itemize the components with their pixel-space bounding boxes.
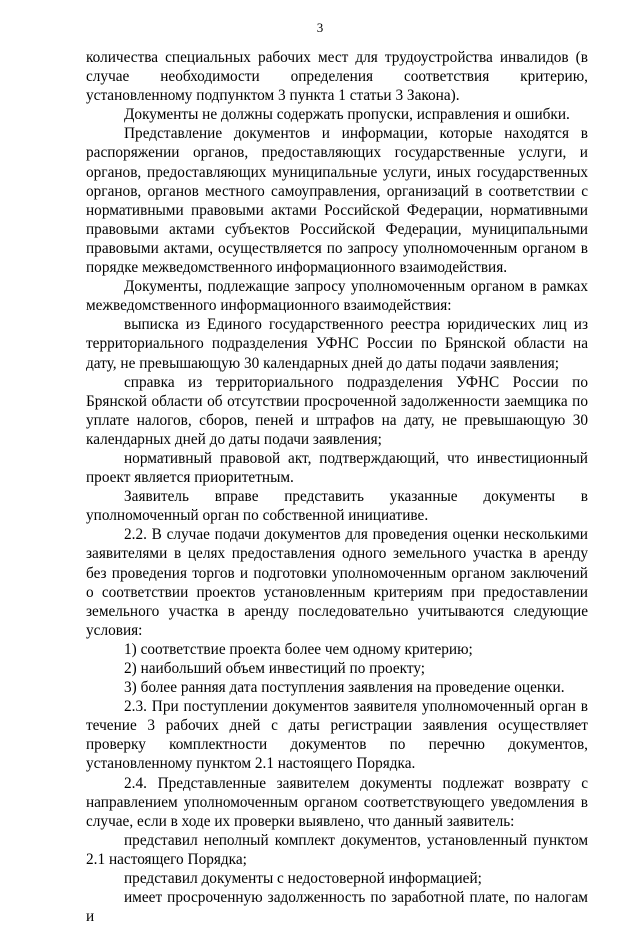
list-item: 2) наибольший объем инвестиций по проекту;: [124, 660, 426, 677]
paragraph: Представление документов и информации, которые находятся в распоряжении органов, предоставляющих государственные услуги, и органов, предоставляющих муниципальные услуги, иных государственных органов, органов местного самоуправления, организаций в соответствии с нормативными правовыми актами Российской Федерации, нормативными правовыми актами субъектов Российской Федерации, муниципальными правовыми актами, осуществляется по запросу уполномоченным органом в порядке межведомственного информационного взаимодействия.: [86, 125, 588, 277]
list-item: имеет просроченную задолженность по заработной плате, по налогам и: [86, 889, 588, 926]
list-item: справка из территориального подразделения УФНС России по Брянской области об отсутствии просроченной задолженности заемщика по уплате налогов, сборов, пеней и штрафов на дату, не превышающую 30 календарных дней до даты подачи заявления;: [86, 373, 588, 448]
paragraph: Документы, подлежащие запросу уполномоченным органом в рамках межведомственного информационного взаимодействия:: [86, 278, 588, 315]
paragraph: Заявитель вправе представить указанные документы в уполномоченный орган по собственной инициативе.: [86, 488, 588, 525]
list-item: представил неполный комплект документов, установленный пунктом 2.1 настоящего Порядка;: [86, 831, 588, 868]
list-item: 1) соответствие проекта более чем одному критерию;: [124, 640, 473, 658]
paragraph: Документы не должны содержать пропуски, исправления и ошибки.: [124, 106, 570, 124]
section-2-3: 2.3. При поступлении документов заявителя уполномоченный орган в течение 3 рабочих дней с даты регистрации заявления осуществляет проверку комплектности документов по перечню документов, установленному пунктом 2.1 настоящего Порядка.: [86, 698, 588, 773]
list-item: представил документы с недостоверной информацией;: [124, 870, 482, 888]
document-body: [86, 48, 588, 926]
list-item: выписка из Единого государственного реестра юридических лиц из территориального подразделения УФНС России по Брянской области на дату, не превышающую 30 календарных дней до даты подачи заявления;: [86, 316, 588, 372]
page-number: 3: [316, 20, 324, 35]
section-2-2: 2.2. В случае подачи документов для проведения оценки несколькими заявителями в целях предоставления одного земельного участка в аренду без проведения торгов и подготовки уполномоченным органом заключений о соответствии проектов установленным критериям при предоставлении земельного участка в аренду последовательно учитываются следующие условия:: [86, 526, 588, 639]
list-item: 3) более ранняя дата поступления заявления на проведение оценки.: [124, 679, 565, 697]
paragraph: количества специальных рабочих мест для трудоустройства инвалидов (в случае необходимости определения соответствия критерию, установленному подпунктом 3 пункта 1 статьи 3 Закона).: [86, 49, 588, 105]
list-item: нормативный правовой акт, подтверждающий, что инвестиционный проект является приоритетным.: [86, 449, 588, 487]
section-2-4: 2.4. Представленные заявителем документы подлежат возврату с направлением уполномоченным органом соответствующего уведомления в случае, если в ходе их проверки выявлено, что данный заявитель:: [86, 774, 588, 830]
